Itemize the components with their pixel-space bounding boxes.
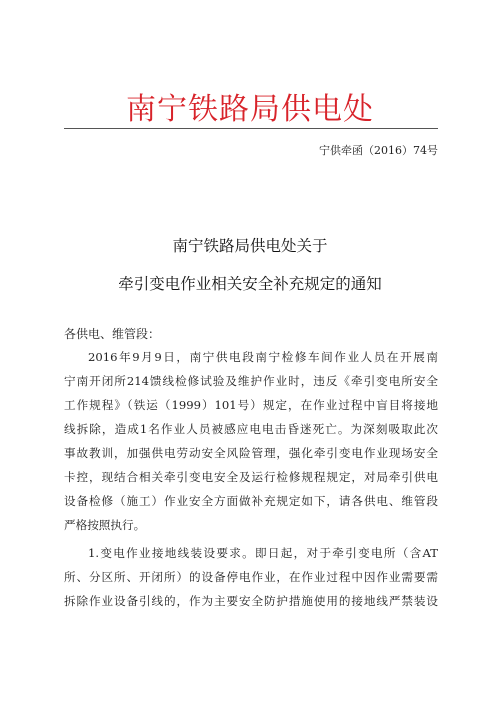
addressee: 各供电、维管段： [64,327,161,341]
text-line: 1.变电作业接地线装设要求。即日起，对于牵引变电所（含AT [88,546,438,560]
notice-title-line-2: 牵引变电作业相关安全补充规定的通知 [118,275,382,293]
document-number: 宁供牵函（2016）74号 [319,144,438,157]
text-line: 线拆除，造成1名作业人员被感应电电击昏迷死亡。为深刻吸取此次 [64,422,438,436]
text-line: 卡控，现结合相关牵引变电安全及运行检修规程规定，对局牵引供电 [64,470,438,484]
notice-title-line-1: 南宁铁路局供电处关于 [172,237,328,255]
text-line: 拆除作业设备引线的，作为主要安全防护措施使用的接地线严禁装设 [64,594,438,608]
text-line: 设备检修（施工）作业安全方面做补充规定如下，请各供电、维管段 [64,494,438,508]
text-line: 严格按照执行。 [64,518,146,532]
org-name-header: 南宁铁路局供电处 [126,92,374,127]
text-line: 宁南开闭所214馈线检修试验及维护作业时，违反《牵引变电所安全 [64,374,438,388]
text-line: 所、分区所、开闭所）的设备停电作业，在作业过程中因作业需要需 [64,570,438,584]
text-line: 2016年9月9日，南宁供电段南宁检修车间作业人员在开展南 [88,350,438,364]
text-line: 事故教训，加强供电劳动安全风险管理，强化牵引变电作业现场安全 [64,446,438,460]
text-line: 工作规程》（铁运（1999）101号）规定，在作业过程中盲目将接地 [64,398,438,412]
header-rule [64,128,438,129]
